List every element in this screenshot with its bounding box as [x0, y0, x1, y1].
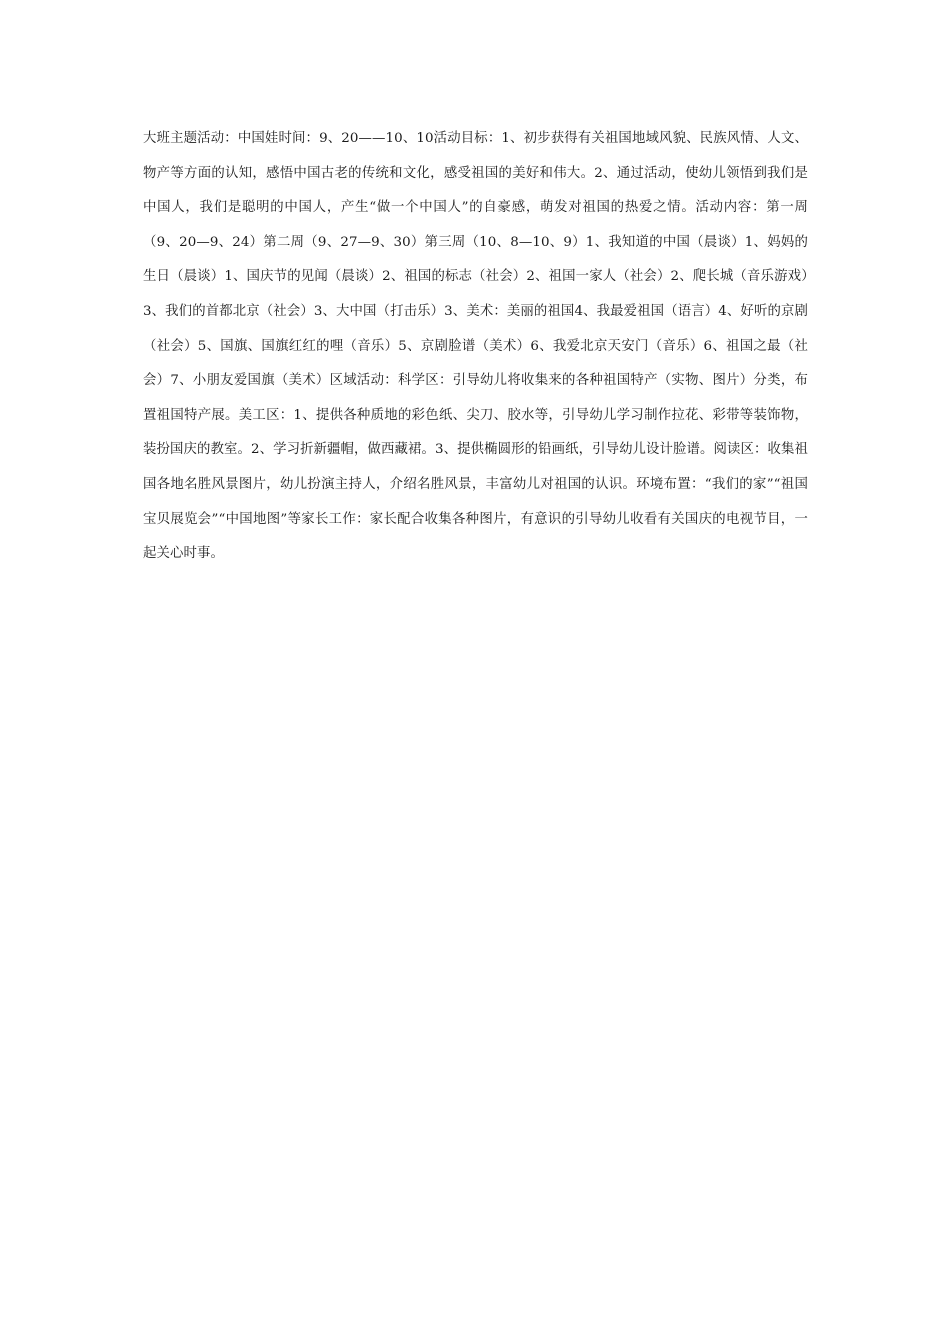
document-body-paragraph: 大班主题活动：中国娃时间：9、20——10、10活动目标：1、初步获得有关祖国地域风貌、民族风情、人文、物产等方面的认知，感悟中国古老的传统和文化，感受祖国的美好和伟大。2、通过活动，使幼儿领悟到我们是中国人，我们是聪明的中国人，产生“做一个中国人”的自豪感，萌发对祖国的热爱之情。活动内容：第一周（9、20—9、24）第二周（9、27—9、30）第三周（10、8—10、9）1、我知道的中国（晨谈）1、妈妈的生日（晨谈）1、国庆节的见闻（晨谈）2、祖国的标志（社会）2、祖国一家人（社会）2、爬长城（音乐游戏）3、我们的首都北京（社会）3、大中国（打击乐）3、美术：美丽的祖国4、我最爱祖国（语言）4、好听的京剧（社会）5、国旗、国旗红红的哩（音乐）5、京剧脸谱（美术）6、我爱北京天安门（音乐）6、祖国之最（社会）7、小朋友爱国旗（美术）区域活动：科学区：引导幼儿将收集来的各种祖国特产（实物、图片）分类，布置祖国特产展。美工区：1、提供各种质地的彩色纸、尖刀、胶水等，引导幼儿学习制作拉花、彩带等装饰物，装扮国庆的教室。2、学习折新疆帽，做西藏裙。3、提供椭圆形的铅画纸，引导幼儿设计脸谱。阅读区：收集祖国各地名胜风景图片，幼儿扮演主持人，介绍名胜风景，丰富幼儿对祖国的认识。环境布置：“我们的家”“祖国宝贝展览会”“中国地图”等家长工作：家长配合收集各种图片，有意识的引导幼儿收看有关国庆的电视节目，一起关心时事。	[143, 131, 808, 562]
